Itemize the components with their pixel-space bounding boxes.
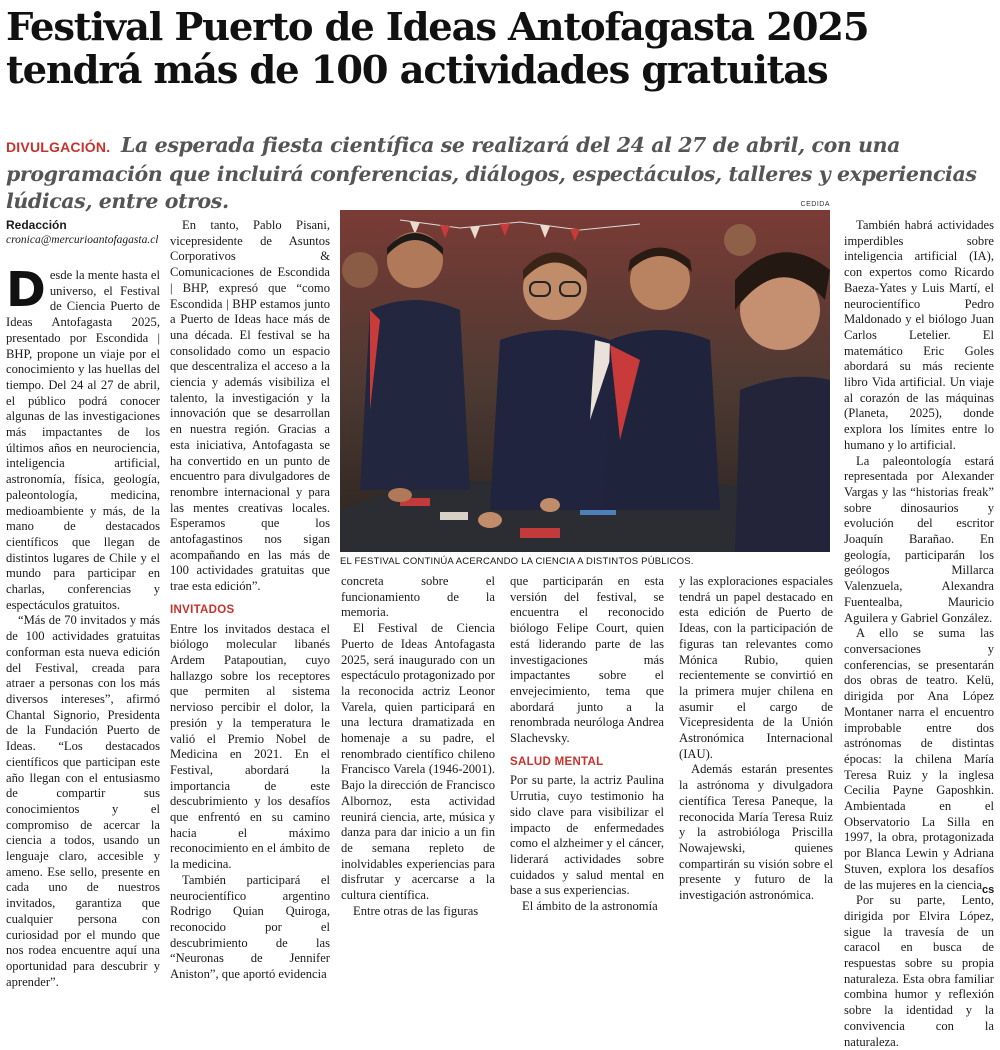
paragraph: y las exploraciones espaciales tendrá un papel destacado en esta edición de Puerto de Ideas, con la participación de figuras tan relevantes como Mónica Rubio, quien recientemente se convirtió en la primera mujer chilena en asumir el cargo de Vicepresidenta de la Unión Astronómica Internacional (IAU). bbox=[679, 574, 833, 761]
paragraph: Por su parte, Lento, dirigida por Elvira López, sigue la travesía de un caracol en busca de respuestas sobre su propia naturaleza. Esta obra familiar combina humor y reflexión sobre la identidad y la convivencia con la naturaleza. bbox=[844, 893, 994, 1049]
article-photo bbox=[340, 210, 830, 552]
subheading-salud-mental: SALUD MENTAL bbox=[510, 755, 604, 768]
deck-text: La esperada fiesta científica se realizará del 24 al 27 de abril, con una programación que incluirá conferencias, diálogos, espectáculos, talleres y experiencias lúdicas, entre otros. bbox=[6, 133, 977, 213]
article-column-3 bbox=[341, 574, 495, 918]
paragraph: Por su parte, la actriz Paulina Urrutia, cuyo testimonio ha sido clave para visibilizar el impacto de enfermedades como el alzheimer y el cáncer, liderará actividades sobre cuidados y salud mental en base a sus experiencias. bbox=[510, 773, 664, 898]
end-mark: cs bbox=[982, 884, 995, 896]
paragraph: También habrá actividades imperdibles sobre inteligencia artificial (IA), con expertos como Ricardo Baeza-Yates y Luis Martí, el neurocientífico Pedro Maldonado y el biólogo Juan Carlos Letelier. El matemático Eric Goles abordará su más reciente libro Vida artificial. Un viaje al corazón de las máquinas (Planeta, 2025), donde explora los límites entre lo humano y lo artificial. bbox=[844, 218, 994, 452]
paragraph: Desde la mente hasta el universo, el Festival de Ciencia Puerto de Ideas Antofagasta 2025, presentado por Escondida | BHP, propone un viaje por el conocimiento y las huellas del tiempo. Del 24 al 27 de abril, el público podrá conocer algunas de las investigaciones más impactantes de los últimos años en neurociencia, inteligencia artificial, astronomía, física, geología, paleontología, medicina, medioambiente y más, de la mano de destacados científicos que llegan de distintos lugares de Chile y el mundo para participar en charlas, conferencias y espectáculos gratuitos. bbox=[6, 262, 160, 612]
paragraph: El ámbito de la astronomía bbox=[522, 899, 658, 914]
paragraph: Además estarán presentes la astrónoma y divulgadora científica Teresa Paneque, la reconocida María Teresa Ruiz y la astrobióloga Priscilla Nowajewski, quienes compartirán su visión sobre el presente y futuro de la investigación astronómica. bbox=[679, 762, 833, 903]
paragraph: El Festival de Ciencia Puerto de Ideas Antofagasta 2025, será inaugurado con un espectáculo protagonizado por la reconocida actriz Leonor Varela, quien participará en una lectura dramatizada en homenaje a su padre, el renombrado científico chileno Francisco Varela (1946-2001). Bajo la dirección de Francisco Albornoz, esta actividad reunirá ciencia, arte, música y danza para dar inicio a un fin de semana repleto de inolvidables experiencias para disfrutar y acercarse a la cultura científica. bbox=[341, 621, 495, 903]
headline bbox=[6, 6, 996, 92]
photo-credit: CEDIDA bbox=[800, 201, 830, 208]
byline-email[interactable]: cronica@mercurioantofagasta.cl bbox=[6, 234, 159, 246]
paragraph: La paleontología estará representada por Alexander Vargas y las “historias freak” sobre dinosaurios y evolución del escritor Joaquín Barañao. En geología, participarán los geólogos Millarca Valenzuela, Alexandra Fuentealba, Mauricio Aguilera y Gabriel González. bbox=[844, 453, 994, 625]
article-column-1 bbox=[6, 218, 160, 989]
article-column-5 bbox=[679, 574, 833, 903]
paragraph: En tanto, Pablo Pisani, vicepresidente de Asuntos Corporativos & Comunicaciones de Escondida | BHP, expresó que “como Escondida | BHP estamos junto a Puerto de Ideas hace más de una década. El festival se ha consolidado como un espacio que descentraliza el acceso a la ciencia y además visibiliza el talento, la investigación y la innovación que se desarrollan en nuestra región. Gracias a esta iniciativa, Antofagasta se ha convertido en un punto de encuentro para divulgadores de renombre internacional y para las mentes creativas locales. Esperamos que los antofagastinos nos sigan acompañando en las más de 100 actividades gratuitas que trae esta edición”. bbox=[170, 218, 330, 594]
photo-caption: EL FESTIVAL CONTINÚA ACERCANDO LA CIENCIA A DISTINTOS PÚBLICOS. bbox=[340, 556, 694, 567]
paragraph: “Más de 70 invitados y más de 100 actividades gratuitas conforman esta nueva edición del Festival, creada para atraer a personas con los más diversos intereses”, afirmó Chantal Signorio, Presidenta de la Fundación Puerto de Ideas. “Los destacados científicos que participan este año llegan con el entusiasmo de compartir sus conocimientos y el compromiso de acercar la ciencia a todos, usando un lenguaje claro, accesible y ameno. Ese sello, presente en cada uno de nuestros invitados, garantiza que cualquier persona con curiosidad por el mundo que nos rodea encuentre aquí una oportunidad para descubrir y aprender”. bbox=[6, 613, 160, 989]
headline-line-1: Festival Puerto de Ideas Antofagasta 2025 bbox=[6, 5, 869, 50]
paragraph: Entre otras de las figuras bbox=[353, 903, 479, 918]
photo-children-at-table bbox=[340, 210, 830, 552]
deck bbox=[6, 132, 996, 215]
paragraph: Entre los invitados destaca el biólogo molecular libanés Ardem Patapoutian, cuyo hallazgo sobre los receptores que permiten al sistema nervioso percibir el dolor, la presión y la temperatura le valió el Premio Nobel de Medicina en 2021. En el Festival, abordará la importancia de este descubrimiento y los desafíos que enfrentó en su camino hacia el máximo reconocimiento en el ámbito de la medicina. bbox=[170, 621, 330, 872]
section-kicker: DIVULGACIÓN. bbox=[6, 139, 111, 155]
paragraph: concreta sobre el funcionamiento de la memoria. bbox=[341, 574, 495, 620]
paragraph: A ello se suma las conversaciones y conferencias, se presentarán dos obras de teatro. Kelü, dirigida por Ana López Montaner narra el encuentro improbable entre dos astrónomas de distintas épocas: la chilena María Teresa Ruiz y la inglesa Cecilia Payne Gaposhkin. Ambientada en el Observatorio La Silla en 1997, la obra, protagonizada por Blanca Lewin y Adriana Stuven, explora los desafíos de las mujeres en la ciencia. bbox=[844, 626, 994, 892]
article-column-2 bbox=[170, 218, 330, 982]
subheading-invitados: INVITADOS bbox=[170, 603, 235, 616]
byline-author: Redacción bbox=[6, 218, 67, 232]
headline-line-2: tendrá más de 100 actividades gratuitas bbox=[6, 48, 828, 93]
article-column-4 bbox=[510, 574, 664, 914]
paragraph: que participarán en esta versión del festival, se encuentra el reconocido biólogo Felipe Court, quien está liderando parte de las investigaciones más impactantes sobre el envejecimiento, tema que abordará junto a la renombrada neuróloga Andrea Slachevsky. bbox=[510, 574, 664, 746]
drop-cap: D bbox=[6, 262, 46, 318]
paragraph: También participará el neurocientífico argentino Rodrigo Quian Quiroga, reconocido por el descubrimiento de las “Neuronas de Jennifer Aniston”, que aportó evidencia bbox=[170, 872, 330, 982]
